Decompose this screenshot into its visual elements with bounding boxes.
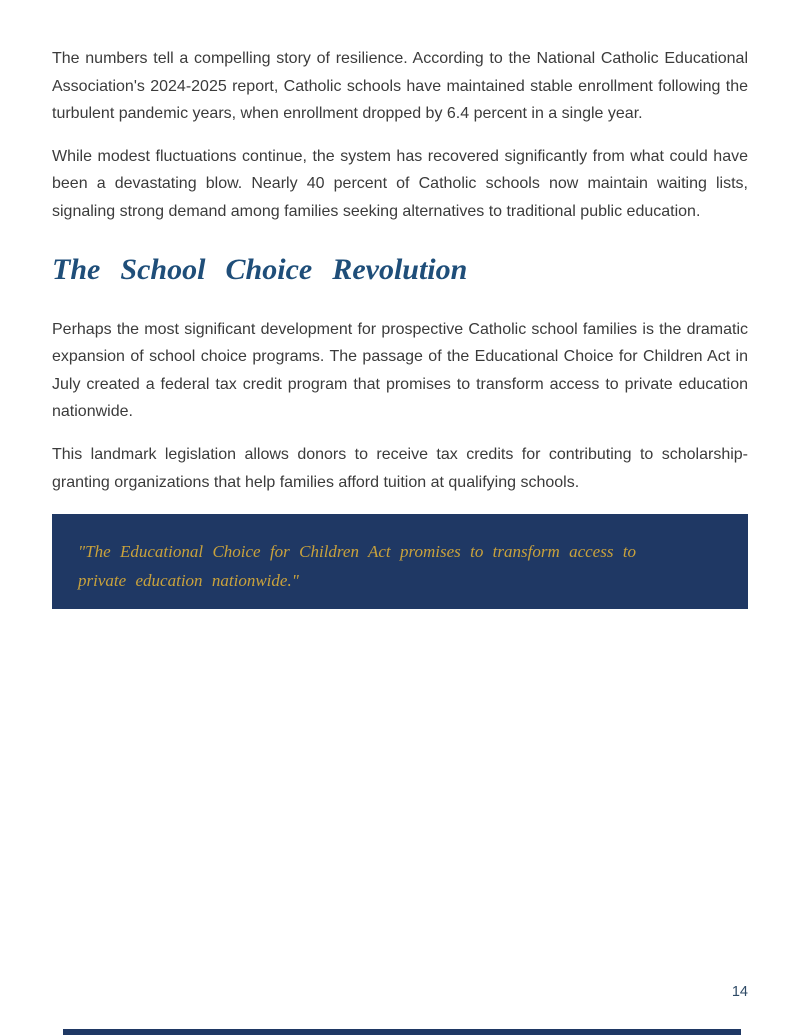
- section-heading: The School Choice Revolution: [52, 252, 468, 286]
- body-paragraph: The numbers tell a compelling story of resilience. According to the National Catholic Educational Association's 2024-2025 report, Catholic schools have maintained stable enrollment following the turbulent pandemic years, when enrollment dropped by 6.4 percent in a single year.: [52, 50, 748, 123]
- pull-quote-box: [52, 514, 748, 609]
- pull-quote-text: "The Educational Choice for Children Act promises to transform access to private education nationwide.": [78, 542, 637, 590]
- footer-rule: [63, 1029, 741, 1035]
- page-number: 14: [731, 984, 748, 1000]
- body-paragraph: This landmark legislation allows donors to receive tax credits for contributing to scholarship-granting organizations that help families afford tuition at qualifying schools.: [52, 445, 748, 491]
- body-paragraph: While modest fluctuations continue, the system has recovered significantly from what could have been a devastating blow. Nearly 40 percent of Catholic schools now maintain waiting lists, signaling strong demand among families seeking alternatives to traditional public education.: [52, 147, 748, 220]
- body-paragraph: Perhaps the most significant development for prospective Catholic school families is the dramatic expansion of school choice programs. The passage of the Educational Choice for Children Act in July created a federal tax credit program that promises to transform access to private education nationwide.: [52, 320, 748, 421]
- page-content: [52, 0, 748, 609]
